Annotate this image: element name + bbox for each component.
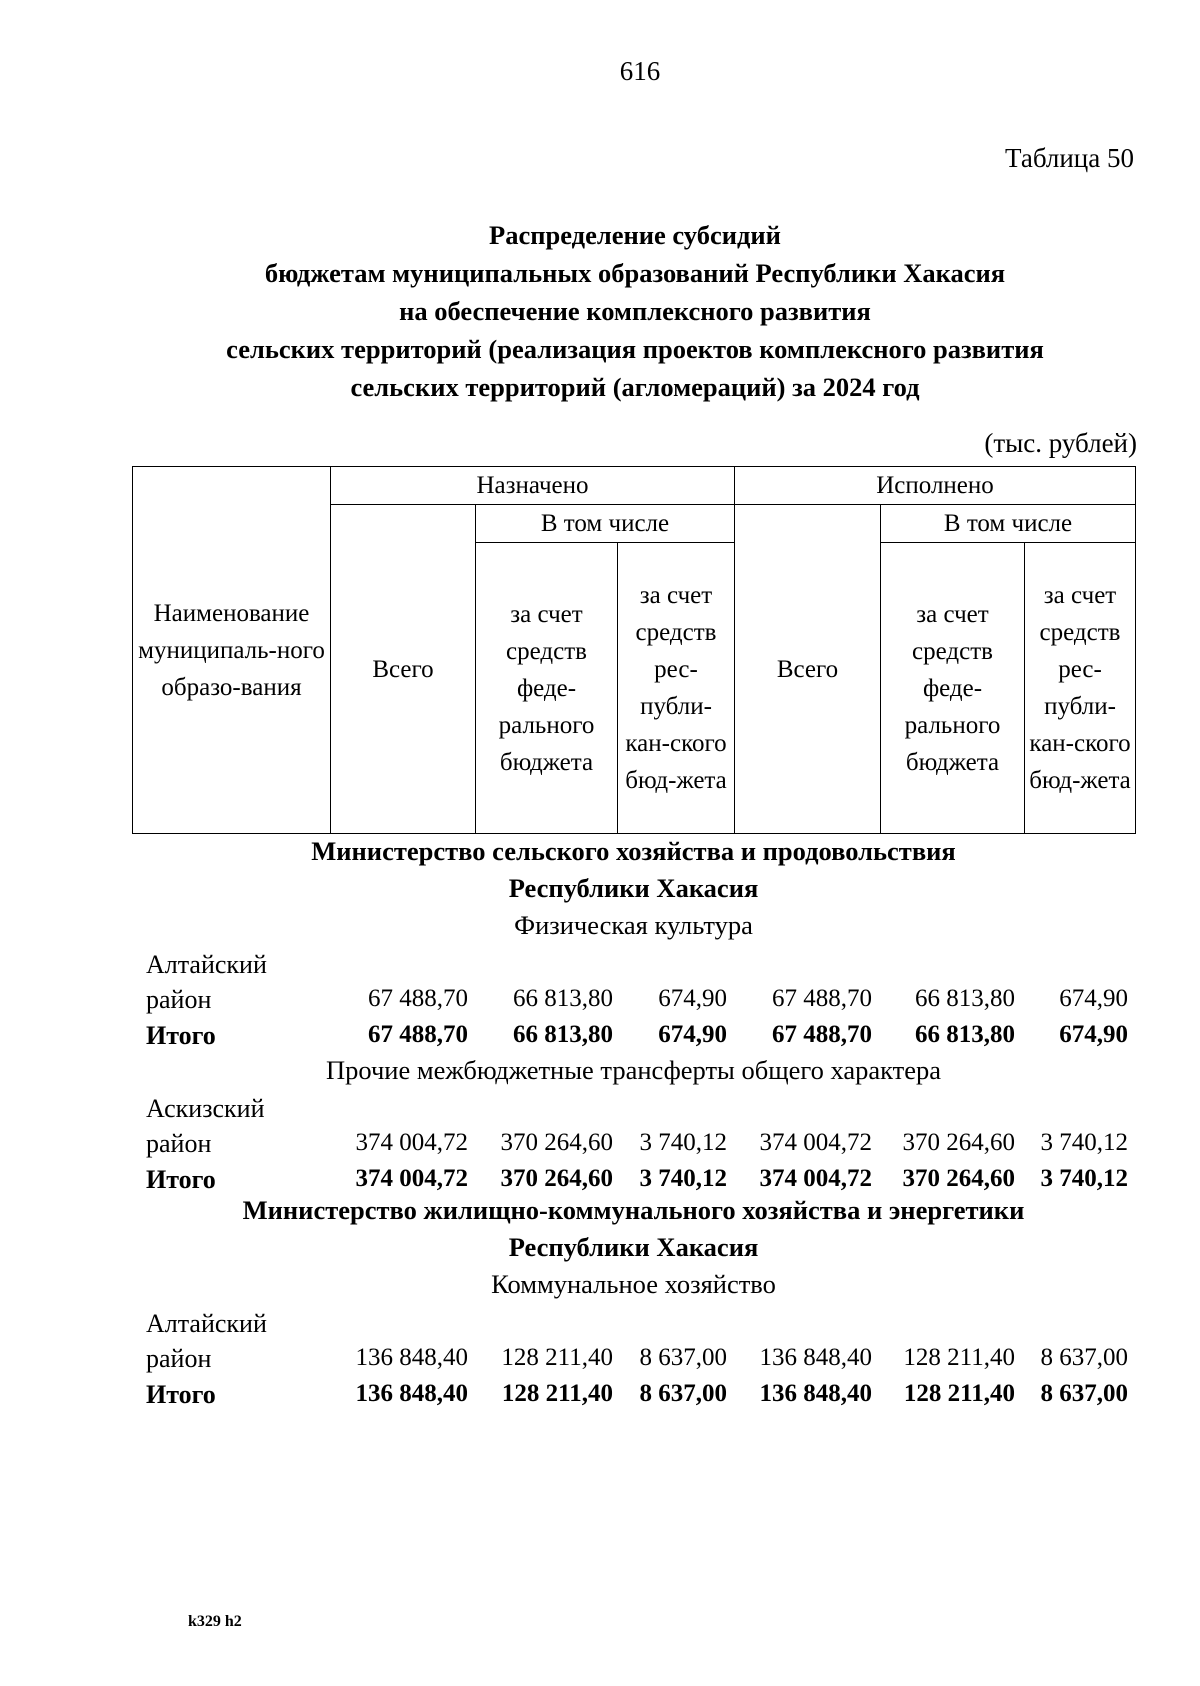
table-label: Таблица 50 — [1005, 143, 1134, 173]
value-cell: 374 004,72 — [355, 1129, 468, 1156]
row-name: Алтайский — [146, 950, 267, 979]
total-value: 128 211,40 — [501, 1380, 613, 1407]
value-cell: 374 004,72 — [759, 1129, 872, 1156]
value-cell: 370 264,60 — [500, 1129, 613, 1156]
total-value: 128 211,40 — [903, 1380, 1015, 1407]
value-cell: 8 637,00 — [1040, 1344, 1128, 1371]
total-value: 136 848,40 — [355, 1380, 468, 1407]
value-cell: 674,90 — [1059, 985, 1128, 1012]
ministry-heading: Министерство жилищно-коммунального хозяйства и энергетики — [242, 1195, 1025, 1225]
total-value: 66 813,80 — [513, 1021, 613, 1048]
value-cell: 67 488,70 — [368, 985, 468, 1012]
total-value: 370 264,60 — [902, 1165, 1015, 1192]
ministry-heading: Республики Хакасия — [508, 1232, 759, 1262]
total-value: 674,90 — [1059, 1021, 1128, 1048]
value-cell: 3 740,12 — [639, 1129, 727, 1156]
row-name: район — [146, 985, 212, 1014]
total-value: 374 004,72 — [355, 1165, 468, 1192]
footer-code: k329 h2 — [188, 1613, 242, 1630]
subsection-heading: Прочие межбюджетные трансферты общего характера — [326, 1055, 941, 1085]
value-cell: 128 211,40 — [501, 1344, 613, 1371]
value-cell: 128 211,40 — [903, 1344, 1015, 1371]
header-executed-republic: за счет средств рес-публи-кан-ского бюд-жета — [1025, 543, 1136, 834]
table-header — [132, 466, 1136, 834]
ministry-heading: Республики Хакасия — [508, 873, 759, 903]
header-assigned-total: Всего — [331, 505, 476, 834]
title-line: Распределение субсидий — [489, 220, 781, 250]
total-value: 3 740,12 — [1040, 1165, 1128, 1192]
total-value: 3 740,12 — [639, 1165, 727, 1192]
header-executed-total: Всего — [735, 505, 881, 834]
value-cell: 136 848,40 — [759, 1344, 872, 1371]
header-executed-including: В том числе — [881, 505, 1136, 543]
title-line: сельских территорий (агломераций) за 2024 год — [350, 372, 920, 402]
page-number: 616 — [619, 56, 661, 86]
total-value: 374 004,72 — [759, 1165, 872, 1192]
total-value: 8 637,00 — [639, 1380, 727, 1407]
value-cell: 674,90 — [658, 985, 727, 1012]
value-cell: 67 488,70 — [772, 985, 872, 1012]
total-value: 66 813,80 — [915, 1021, 1015, 1048]
row-name: район — [146, 1129, 212, 1158]
header-name-column: Наименование муниципаль-ного образо-вания — [133, 467, 331, 834]
total-value: 136 848,40 — [759, 1380, 872, 1407]
row-name: район — [146, 1344, 212, 1373]
header-assigned: Назначено — [331, 467, 735, 505]
header-executed-federal: за счет средств феде-рального бюджета — [881, 543, 1025, 834]
value-cell: 66 813,80 — [513, 985, 613, 1012]
total-value: 67 488,70 — [368, 1021, 468, 1048]
total-label: Итого — [146, 1021, 216, 1050]
value-cell: 66 813,80 — [915, 985, 1015, 1012]
row-name: Алтайский — [146, 1309, 267, 1338]
total-label: Итого — [146, 1165, 216, 1194]
header-assigned-federal: за счет средств феде-рального бюджета — [476, 543, 618, 834]
header-assigned-including: В том числе — [476, 505, 735, 543]
units-note: (тыс. рублей) — [984, 428, 1137, 458]
header-executed: Исполнено — [735, 467, 1136, 505]
total-value: 674,90 — [658, 1021, 727, 1048]
value-cell: 370 264,60 — [902, 1129, 1015, 1156]
subsection-heading: Коммунальное хозяйство — [491, 1269, 776, 1299]
total-value: 370 264,60 — [500, 1165, 613, 1192]
document-title — [120, 216, 1150, 406]
subsection-heading: Физическая культура — [514, 910, 753, 940]
header-assigned-republic: за счет средств рес-публи-кан-ского бюд-жета — [618, 543, 735, 834]
title-line: сельских территорий (реализация проектов комплексного развития — [226, 334, 1044, 364]
title-line: на обеспечение комплексного развития — [399, 296, 871, 326]
title-line: бюджетам муниципальных образований Республики Хакасия — [264, 258, 1006, 288]
ministry-heading: Министерство сельского хозяйства и продовольствия — [311, 836, 956, 866]
total-value: 8 637,00 — [1040, 1380, 1128, 1407]
value-cell: 136 848,40 — [355, 1344, 468, 1371]
total-label: Итого — [146, 1380, 216, 1409]
value-cell: 8 637,00 — [639, 1344, 727, 1371]
value-cell: 3 740,12 — [1040, 1129, 1128, 1156]
total-value: 67 488,70 — [772, 1021, 872, 1048]
row-name: Аскизский — [146, 1094, 265, 1123]
